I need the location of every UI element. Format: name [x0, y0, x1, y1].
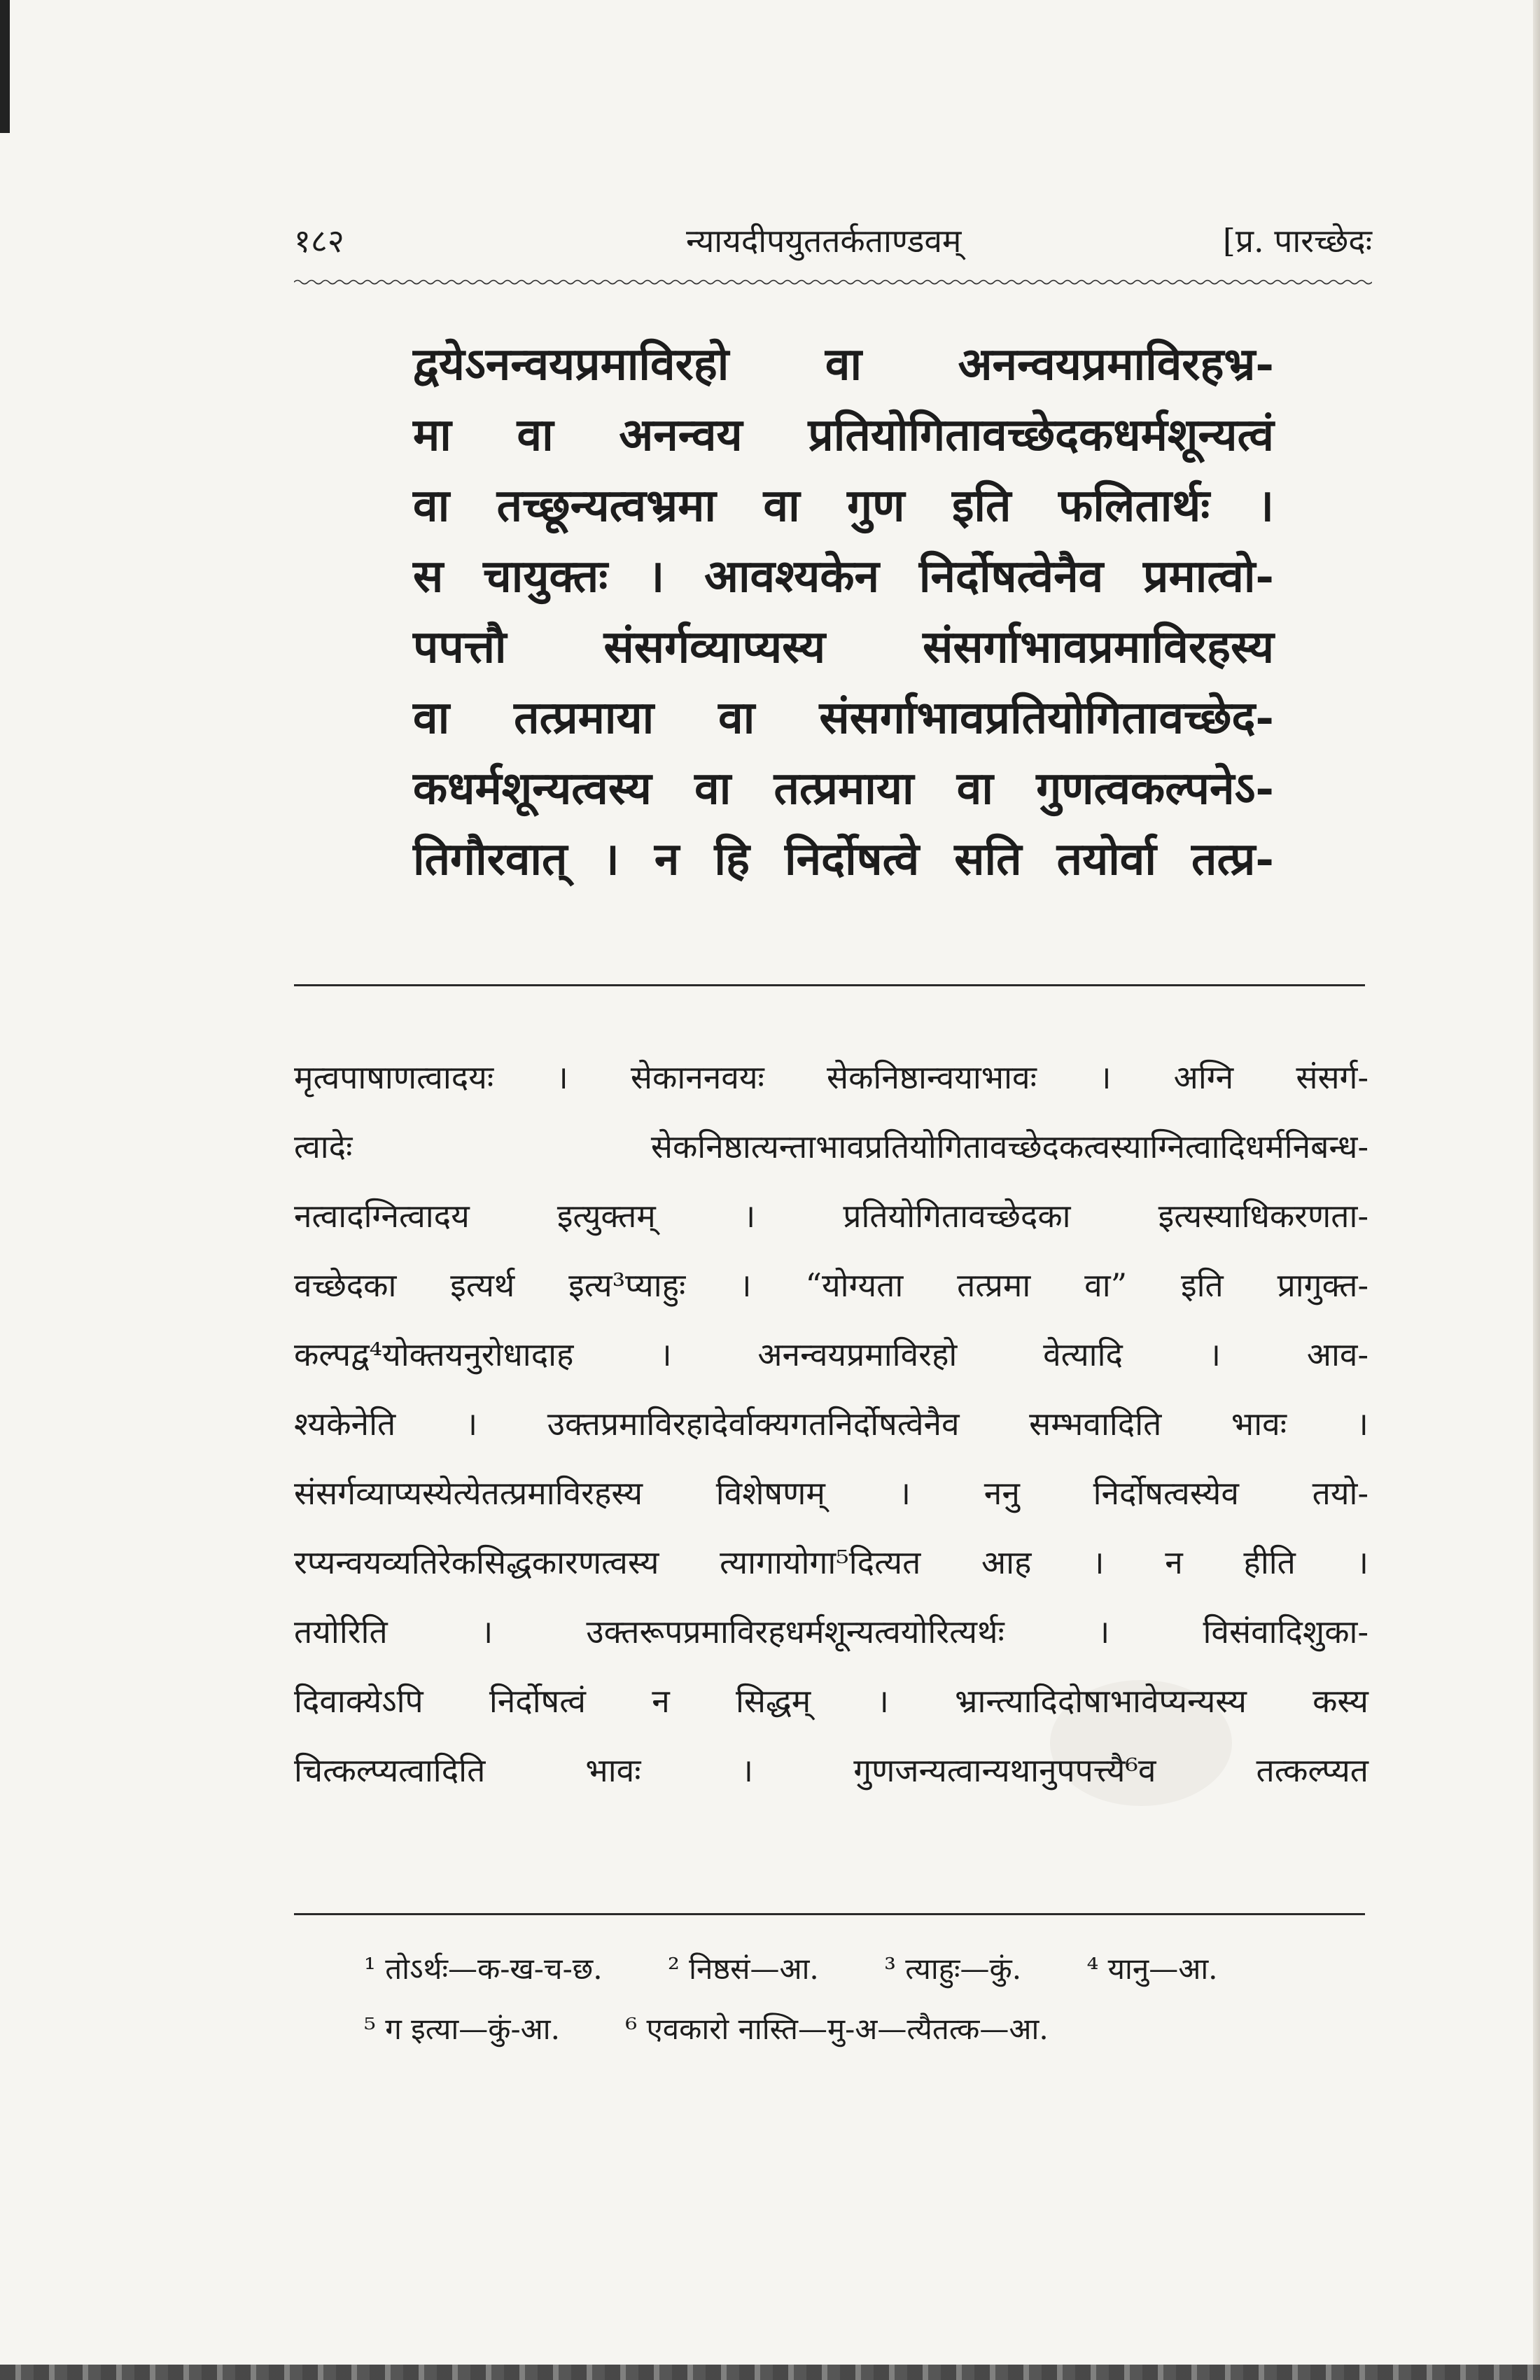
chapter-marker: [प्र. पारच्छेदः — [1222, 222, 1372, 260]
main-text-line: पपत्तौ संसर्गव्याप्यस्य संसर्गाभावप्रमाविरहस्य — [413, 621, 1274, 673]
page-bottom-edge — [0, 2365, 1540, 2380]
main-text-line: वा तच्छून्यत्वभ्रमा वा गुण इति फलितार्थः । — [413, 479, 1274, 532]
footnote: ⁶ एवकारो नास्ति—मु-अ—त्यैतत्क—आ. — [625, 2012, 1049, 2046]
main-text-line: कधर्मशून्यत्वस्य वा तत्प्रमाया वा गुणत्वकल्पनेऽ- — [413, 762, 1274, 815]
commentary-line: दिवाक्येऽपि निर्दोषत्वं न सिद्धम् । भ्रान्त्यादिदोषाभावेप्यन्यस्य कस्य — [294, 1682, 1368, 1720]
footnote: ³ त्याहुः—कुं. — [884, 1952, 1022, 1986]
running-title: न्यायदीपयुततर्कताण्डवम् — [686, 222, 962, 260]
main-text-line: मा वा अनन्वय प्रतियोगितावच्छेदकधर्मशून्यत्वं — [413, 409, 1274, 461]
main-text-line: तिगौरवात् । न हि निर्दोषत्वे सति तयोर्वा तत्प्र- — [413, 833, 1274, 886]
page-edge — [1533, 0, 1540, 2380]
footnote-divider — [294, 1913, 1365, 1915]
binding-shadow — [0, 0, 10, 133]
commentary-line: संसर्गव्याप्यस्येत्येतत्प्रमाविरहस्य विशेषणम् । ननु निर्दोषत्वस्येव तयो- — [294, 1474, 1368, 1512]
commentary-line: कल्पद्व⁴योक्तयनुरोधादाह । अनन्वयप्रमाविरहो वेत्यादि । आव- — [294, 1336, 1368, 1373]
text-divider — [294, 984, 1365, 986]
main-text-line: वा तत्प्रमाया वा संसर्गाभावप्रतियोगितावच्छेद- — [413, 692, 1274, 744]
footnote: ⁵ ग इत्या—कुं-आ. — [364, 2012, 560, 2046]
commentary-line: नत्वादग्नित्वादय इत्युक्तम् । प्रतियोगितावच्छेदका इत्यस्याधिकरणता- — [294, 1197, 1368, 1235]
footnote-line — [364, 1939, 1365, 1999]
header-wavy-rule — [294, 279, 1372, 286]
commentary-line: श्यकेनेति । उक्तप्रमाविरहादेर्वाक्यगतनिर्दोषत्वेनैव सम्भवादिति भावः । — [294, 1405, 1368, 1443]
commentary-text — [294, 1043, 1368, 1805]
footnote: ² निष्ठसं—आ. — [667, 1952, 819, 1986]
commentary-line: वच्छेदका इत्यर्थ इत्य³प्याहुः । “योग्यता तत्प्रमा वा” इति प्रागुक्त- — [294, 1266, 1368, 1304]
page-number: १८२ — [294, 222, 344, 260]
footnotes — [364, 1939, 1365, 2059]
commentary-line: मृत्वपाषाणत्वादयः । सेकाननवयः सेकनिष्ठान्वयाभावः । अग्नि संसर्ग- — [294, 1058, 1368, 1096]
main-text-line: स चायुक्तः । आवश्यकेन निर्दोषत्वेनैव प्रमात्वो- — [413, 550, 1274, 603]
commentary-line: त्वादेः सेकनिष्ठात्यन्ताभावप्रतियोगितावच्छेदकत्वस्याग्नित्वादिधर्मनिबन्ध- — [294, 1128, 1368, 1166]
footnote: ⁴ यानु—आ. — [1086, 1952, 1218, 1986]
main-text — [413, 329, 1274, 895]
main-text-line: द्वयेऽनन्वयप्रमाविरहो वा अनन्वयप्रमाविरहभ्र- — [413, 338, 1274, 391]
commentary-line: तयोरिति । उक्तरूपप्रमाविरहधर्मशून्यत्वयोरित्यर्थः । विसंवादिशुका- — [294, 1613, 1368, 1651]
page-header — [294, 211, 1372, 267]
commentary-line: चित्कल्प्यत्वादिति भावः । गुणजन्यत्वान्यथानुपपत्त्यै⁶व तत्कल्प्यत — [294, 1751, 1368, 1789]
commentary-line: रप्यन्वयव्यतिरेकसिद्धकारणत्वस्य त्यागायोगा⁵दित्यत आह । न हीति । — [294, 1544, 1368, 1581]
footnote-line — [364, 1999, 1365, 2059]
footnote: ¹ तोऽर्थः—क-ख-च-छ. — [364, 1952, 603, 1986]
